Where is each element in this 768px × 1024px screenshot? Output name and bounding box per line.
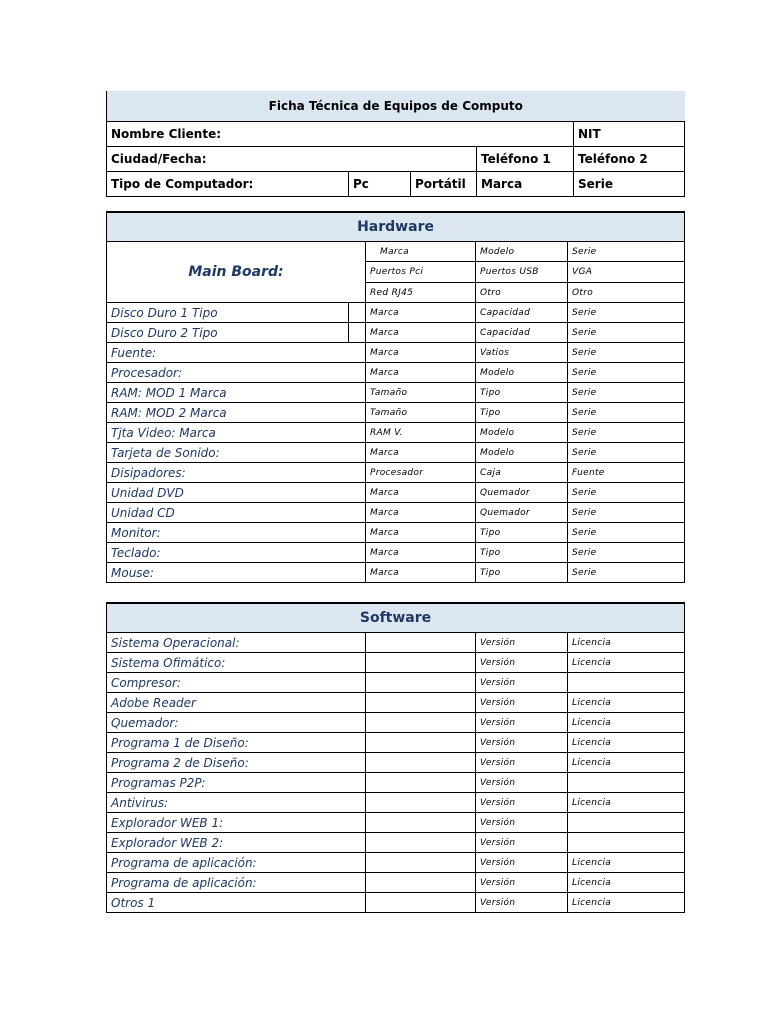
hardware-row (107, 543, 685, 563)
software-version-field[interactable]: Versión (476, 733, 568, 753)
hardware-field[interactable]: Marca (366, 323, 476, 343)
hardware-row (107, 303, 685, 323)
hardware-field[interactable]: Serie (568, 483, 685, 503)
software-license-field[interactable]: Licencia (568, 713, 685, 733)
software-value-field[interactable] (366, 853, 476, 873)
main-board-cell[interactable]: Otro (476, 283, 568, 303)
hardware-row (107, 323, 685, 343)
software-version-field[interactable]: Versión (476, 673, 568, 693)
hardware-label: Unidad DVD (107, 483, 366, 503)
software-license-field[interactable] (568, 813, 685, 833)
hardware-field[interactable]: Modelo (476, 443, 568, 463)
nit-field[interactable]: NIT (574, 122, 685, 147)
hardware-row (107, 343, 685, 363)
hardware-field[interactable]: Procesador (366, 463, 476, 483)
hardware-label: Mouse: (107, 563, 366, 583)
hardware-field[interactable]: Serie (568, 543, 685, 563)
city-date-field[interactable]: Ciudad/Fecha: (107, 147, 477, 172)
software-value-field[interactable] (366, 693, 476, 713)
software-label: Programa 2 de Diseño: (107, 753, 366, 773)
hardware-field[interactable]: Serie (568, 423, 685, 443)
software-version-field[interactable]: Versión (476, 793, 568, 813)
form-title: Ficha Técnica de Equipos de Computo (107, 91, 685, 122)
software-row (107, 773, 685, 793)
software-value-field[interactable] (366, 813, 476, 833)
software-label: Programas P2P: (107, 773, 366, 793)
software-license-field[interactable]: Licencia (568, 893, 685, 913)
software-value-field[interactable] (366, 753, 476, 773)
software-license-field[interactable]: Licencia (568, 753, 685, 773)
software-version-field[interactable]: Versión (476, 853, 568, 873)
main-board-label: Main Board: (107, 242, 366, 303)
hardware-field[interactable]: Serie (568, 403, 685, 423)
main-board-cell[interactable]: VGA (568, 262, 685, 283)
brand-field[interactable]: Marca (477, 172, 574, 197)
software-label: Antivirus: (107, 793, 366, 813)
hardware-label: Tarjeta de Sonido: (107, 443, 366, 463)
software-value-field[interactable] (366, 653, 476, 673)
hardware-table (106, 211, 685, 583)
hardware-field[interactable]: Serie (568, 363, 685, 383)
hardware-field[interactable]: Marca (366, 343, 476, 363)
laptop-option[interactable]: Portátil (411, 172, 477, 197)
hardware-field[interactable]: Tipo (476, 543, 568, 563)
hardware-field[interactable]: Marca (366, 523, 476, 543)
hardware-label: Disco Duro 1 Tipo (107, 303, 349, 323)
hardware-row (107, 383, 685, 403)
hardware-row (107, 503, 685, 523)
hardware-field[interactable]: Marca (366, 543, 476, 563)
software-version-field[interactable]: Versión (476, 773, 568, 793)
hardware-row (107, 523, 685, 543)
software-value-field[interactable] (366, 833, 476, 853)
software-value-field[interactable] (366, 873, 476, 893)
hardware-row (107, 423, 685, 443)
hardware-label: Procesador: (107, 363, 366, 383)
software-row (107, 673, 685, 693)
main-board-cell[interactable]: Puertos USB (476, 262, 568, 283)
hardware-row (107, 483, 685, 503)
software-row (107, 633, 685, 653)
hardware-field[interactable]: Tamaño (366, 403, 476, 423)
software-license-field[interactable] (568, 673, 685, 693)
software-label: Programa de aplicación: (107, 853, 366, 873)
software-row (107, 793, 685, 813)
hardware-label: Disco Duro 2 Tipo (107, 323, 349, 343)
hardware-field[interactable]: RAM V. (366, 423, 476, 443)
software-value-field[interactable] (366, 733, 476, 753)
hardware-field[interactable]: Serie (568, 383, 685, 403)
software-version-field[interactable]: Versión (476, 813, 568, 833)
hardware-field[interactable]: Fuente (568, 463, 685, 483)
software-label: Sistema Operacional: (107, 633, 366, 653)
software-version-field[interactable]: Versión (476, 693, 568, 713)
hardware-field[interactable]: Tipo (476, 563, 568, 583)
software-row (107, 893, 685, 913)
phone1-field[interactable]: Teléfono 1 (477, 147, 574, 172)
software-row (107, 833, 685, 853)
software-version-field[interactable]: Versión (476, 713, 568, 733)
software-license-field[interactable]: Licencia (568, 873, 685, 893)
hardware-field[interactable]: Capacidad (476, 303, 568, 323)
software-title: Software (107, 603, 685, 633)
software-value-field[interactable] (366, 893, 476, 913)
serial-field[interactable]: Serie (574, 172, 685, 197)
software-version-field[interactable]: Versión (476, 653, 568, 673)
hardware-field[interactable]: Marca (366, 563, 476, 583)
software-version-field[interactable]: Versión (476, 873, 568, 893)
hardware-field[interactable]: Tipo (476, 523, 568, 543)
hardware-field[interactable]: Marca (366, 483, 476, 503)
software-row (107, 733, 685, 753)
hardware-field[interactable]: Marca (366, 303, 476, 323)
phone2-field[interactable]: Teléfono 2 (574, 147, 685, 172)
software-version-field[interactable]: Versión (476, 893, 568, 913)
software-label: Explorador WEB 1: (107, 813, 366, 833)
software-label: Adobe Reader (107, 693, 366, 713)
software-value-field[interactable] (366, 673, 476, 693)
software-version-field[interactable]: Versión (476, 833, 568, 853)
hardware-type-field[interactable] (349, 323, 366, 343)
main-board-cell[interactable]: Modelo (476, 242, 568, 262)
hardware-field[interactable]: Quemador (476, 483, 568, 503)
main-board-cell[interactable]: Puertos Pci (366, 262, 476, 283)
hardware-field[interactable]: Modelo (476, 363, 568, 383)
software-value-field[interactable] (366, 793, 476, 813)
software-value-field[interactable] (366, 773, 476, 793)
software-label: Sistema Ofimático: (107, 653, 366, 673)
software-license-field[interactable] (568, 833, 685, 853)
software-row (107, 693, 685, 713)
hardware-field[interactable]: Serie (568, 343, 685, 363)
software-license-field[interactable]: Licencia (568, 793, 685, 813)
hardware-label: Disipadores: (107, 463, 366, 483)
software-label: Programa 1 de Diseño: (107, 733, 366, 753)
software-version-field[interactable]: Versión (476, 753, 568, 773)
hardware-label: Monitor: (107, 523, 366, 543)
hardware-type-field[interactable] (349, 303, 366, 323)
software-version-field[interactable]: Versión (476, 633, 568, 653)
hardware-field[interactable]: Tipo (476, 383, 568, 403)
hardware-field[interactable]: Serie (568, 563, 685, 583)
software-row (107, 813, 685, 833)
hardware-field[interactable]: Modelo (476, 423, 568, 443)
software-row (107, 853, 685, 873)
hardware-field[interactable]: Tipo (476, 403, 568, 423)
software-value-field[interactable] (366, 713, 476, 733)
hardware-field[interactable]: Tamaño (366, 383, 476, 403)
main-board-cell[interactable]: Marca (366, 242, 476, 262)
hardware-field[interactable]: Marca (366, 443, 476, 463)
pc-option[interactable]: Pc (349, 172, 411, 197)
software-label: Programa de aplicación: (107, 873, 366, 893)
software-row (107, 713, 685, 733)
hardware-label: Unidad CD (107, 503, 366, 523)
software-license-field[interactable]: Licencia (568, 653, 685, 673)
hardware-row (107, 363, 685, 383)
hardware-field[interactable]: Marca (366, 503, 476, 523)
hardware-field[interactable]: Caja (476, 463, 568, 483)
hardware-field[interactable]: Vatios (476, 343, 568, 363)
hardware-field[interactable]: Serie (568, 443, 685, 463)
software-license-field[interactable] (568, 773, 685, 793)
main-board-cell[interactable]: Serie (568, 242, 685, 262)
hardware-label: Tjta Video: Marca (107, 423, 366, 443)
hardware-row (107, 403, 685, 423)
software-license-field[interactable]: Licencia (568, 633, 685, 653)
hardware-row (107, 443, 685, 463)
software-label: Explorador WEB 2: (107, 833, 366, 853)
hardware-row (107, 563, 685, 583)
software-license-field[interactable]: Licencia (568, 693, 685, 713)
hardware-field[interactable]: Serie (568, 323, 685, 343)
hardware-label: Fuente: (107, 343, 366, 363)
hardware-field[interactable]: Capacidad (476, 323, 568, 343)
header-form (106, 91, 684, 197)
hardware-row (107, 463, 685, 483)
hardware-field[interactable]: Serie (568, 503, 685, 523)
hardware-field[interactable]: Marca (366, 363, 476, 383)
software-value-field[interactable] (366, 633, 476, 653)
main-board-cell[interactable]: Red RJ45 (366, 283, 476, 303)
hardware-field[interactable]: Serie (568, 303, 685, 323)
hardware-label: Teclado: (107, 543, 366, 563)
hardware-label: RAM: MOD 1 Marca (107, 383, 366, 403)
client-name-field[interactable]: Nombre Cliente: (107, 122, 574, 147)
hardware-field[interactable]: Quemador (476, 503, 568, 523)
header-table (106, 91, 685, 197)
software-label: Compresor: (107, 673, 366, 693)
software-row (107, 753, 685, 773)
hardware-section (106, 211, 684, 583)
hardware-field[interactable]: Serie (568, 523, 685, 543)
hardware-title: Hardware (107, 212, 685, 242)
software-label: Otros 1 (107, 893, 366, 913)
software-table (106, 602, 685, 913)
software-section (106, 602, 684, 913)
software-row (107, 873, 685, 893)
software-license-field[interactable]: Licencia (568, 853, 685, 873)
software-label: Quemador: (107, 713, 366, 733)
software-license-field[interactable]: Licencia (568, 733, 685, 753)
main-board-cell[interactable]: Otro (568, 283, 685, 303)
hardware-label: RAM: MOD 2 Marca (107, 403, 366, 423)
computer-type-label: Tipo de Computador: (107, 172, 349, 197)
software-row (107, 653, 685, 673)
